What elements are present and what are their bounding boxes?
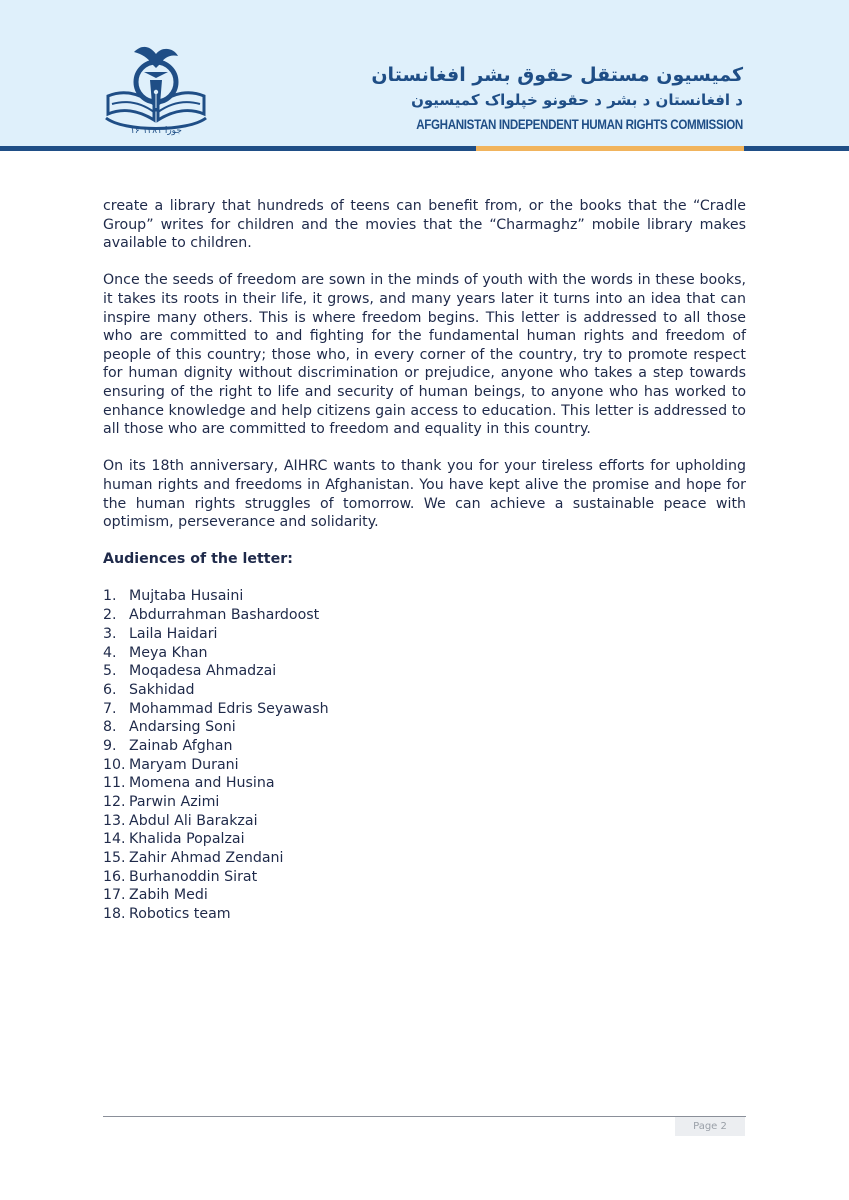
- list-item: [103, 774, 746, 793]
- paragraph-3: On its 18th anniversary, AIHRC wants to thank you for your tireless efforts for upholding human rights and freedoms in Afghanistan. You have kept alive the promise and hope for the human rights struggles of tomorrow. We can achieve a sustainable peace with optimism, perseverance and solidarity.: [103, 458, 746, 531]
- list-number: 3.: [103, 625, 117, 642]
- audience-name: Parwin Azimi: [129, 794, 220, 811]
- open-book-icon: [108, 93, 154, 120]
- paragraph-1: create a library that hundreds of teens can benefit from, or the books that the “Cradle Group” writes for children and the movies that the “Charmaghz” mobile library makes available to children.: [103, 198, 746, 252]
- audience-list: [103, 587, 746, 923]
- list-number: 1.: [103, 588, 117, 605]
- audience-name: Sakhidad: [129, 681, 195, 698]
- list-item: [103, 756, 746, 775]
- list-number: 18.: [103, 906, 126, 923]
- list-number: 13.: [103, 812, 126, 829]
- org-name-dari: کمیسیون مستقل حقوق بشر افغانستان: [371, 64, 743, 86]
- list-number: 14.: [103, 831, 126, 848]
- list-item: [103, 606, 746, 625]
- org-name-pashto: د افغانستان د بشر د حقونو خپلواک کمیسیون: [411, 91, 743, 109]
- list-item: [103, 587, 746, 606]
- list-number: 7.: [103, 700, 117, 717]
- audience-name: Mujtaba Husaini: [129, 588, 244, 605]
- list-number: 8.: [103, 719, 117, 736]
- list-number: 6.: [103, 681, 117, 698]
- list-item: [103, 793, 746, 812]
- audience-name: Zabih Medi: [129, 887, 208, 904]
- list-number: 2.: [103, 607, 117, 624]
- list-number: 9.: [103, 737, 117, 754]
- footer-rule: [103, 1116, 746, 1117]
- list-item: [103, 868, 746, 887]
- audience-name: Burhanoddin Sirat: [129, 868, 258, 885]
- list-number: 15.: [103, 850, 126, 867]
- audience-name: Khalida Popalzai: [129, 831, 245, 848]
- audience-name: Mohammad Edris Seyawash: [129, 700, 329, 717]
- audience-heading: Audiences of the letter:: [103, 551, 293, 568]
- page-number: Page 2: [675, 1117, 745, 1136]
- list-item: [103, 644, 746, 663]
- audience-name: Abdul Ali Barakzai: [129, 812, 258, 829]
- audience-name: Moqadesa Ahmadzai: [129, 663, 277, 680]
- list-item: [103, 662, 746, 681]
- list-number: 10.: [103, 756, 126, 773]
- list-item: [103, 812, 746, 831]
- audience-name: Abdurrahman Bashardoost: [129, 607, 320, 624]
- letter-body: [103, 197, 746, 924]
- list-item: [103, 625, 746, 644]
- paragraph-2: Once the seeds of freedom are sown in the minds of youth with the words in these books, it takes its roots in their life, it grows, and many years later it turns into an idea that can inspire many others. This is where freedom begins. This letter is addressed to all those who are committed to and fighting for the fundamental human rights and freedom of people of this country; those who, in every corner of the country, try to promote respect for human dignity without discrimination or prejudice, anyone who takes a step towards ensuring of the right to life and security of human beings, to anyone who has worked to enhance knowledge and help citizens gain access to education. This letter is addressed to all those who are committed to freedom and equality in this country.: [103, 272, 746, 438]
- audience-name: Andarsing Soni: [129, 719, 236, 736]
- list-number: 5.: [103, 663, 117, 680]
- list-item: [103, 905, 746, 924]
- audience-name: Zahir Ahmad Zendani: [129, 850, 284, 867]
- list-number: 17.: [103, 887, 126, 904]
- audience-name: Momena and Husina: [129, 775, 275, 792]
- logo-date: ۱۶ جوزا ۱۳۸۱: [130, 126, 182, 136]
- audience-name: Laila Haidari: [129, 625, 218, 642]
- dove-icon: [134, 47, 178, 68]
- list-item: [103, 849, 746, 868]
- list-number: 12.: [103, 794, 126, 811]
- list-item: [103, 700, 746, 719]
- list-number: 16.: [103, 868, 126, 885]
- list-item: [103, 681, 746, 700]
- audience-name: Meya Khan: [129, 644, 208, 661]
- audience-name: Robotics team: [129, 906, 231, 923]
- list-item: [103, 718, 746, 737]
- list-item: [103, 737, 746, 756]
- list-number: 11.: [103, 775, 126, 792]
- audience-name: Maryam Durani: [129, 756, 239, 773]
- list-item: [103, 830, 746, 849]
- letterhead-accent-rule: [476, 146, 744, 151]
- audience-name: Zainab Afghan: [129, 737, 233, 754]
- org-name-english: AFGHANISTAN INDEPENDENT HUMAN RIGHTS COMMISSION: [416, 117, 743, 132]
- list-number: 4.: [103, 644, 117, 661]
- list-item: [103, 886, 746, 905]
